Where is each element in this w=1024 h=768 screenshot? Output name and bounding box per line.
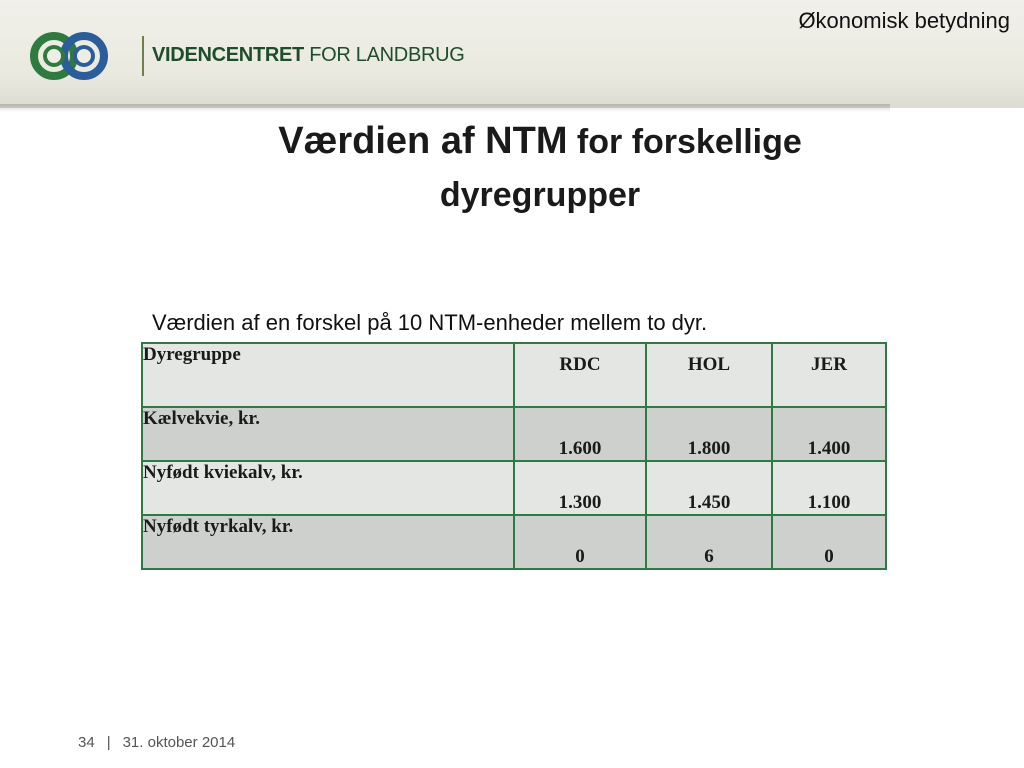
logo-rings-icon xyxy=(30,32,110,82)
row-label: Nyfødt tyrkalv, kr. xyxy=(142,515,514,569)
table-row xyxy=(142,407,886,461)
footer-separator: | xyxy=(106,734,111,751)
logo-name-bold: VIDENCENTRET xyxy=(152,44,304,66)
header-cell-rdc: RDC xyxy=(514,343,646,407)
title-part1: Værdien af NTM xyxy=(278,120,568,162)
header-shadow xyxy=(0,104,890,112)
table-header-row xyxy=(142,343,886,407)
footer xyxy=(78,734,235,751)
logo-wordmark xyxy=(152,44,465,67)
table-row xyxy=(142,515,886,569)
title-part2: for forskellige xyxy=(567,123,802,161)
cell-jer: 1.400 xyxy=(772,407,886,461)
cell-rdc: 1.600 xyxy=(514,407,646,461)
slide-title xyxy=(190,118,890,218)
header-cell-hol: HOL xyxy=(646,343,772,407)
footer-date: 31. oktober 2014 xyxy=(122,734,236,751)
section-label: Økonomisk betydning xyxy=(798,8,1010,33)
header-cell-jer: JER xyxy=(772,343,886,407)
header-cell-dyregruppe: Dyregruppe xyxy=(142,343,514,407)
value-table xyxy=(141,342,887,570)
table-caption: Værdien af en forskel på 10 NTM-enheder mellem to dyr. xyxy=(152,310,708,335)
logo-name-regular: FOR LANDBRUG xyxy=(303,44,465,66)
row-label: Nyfødt kviekalv, kr. xyxy=(142,461,514,515)
table-row xyxy=(142,461,886,515)
page-number: 34 xyxy=(78,734,95,751)
title-line2: dyregrupper xyxy=(439,176,641,214)
cell-hol: 1.800 xyxy=(646,407,772,461)
cell-jer: 0 xyxy=(772,515,886,569)
cell-rdc: 0 xyxy=(514,515,646,569)
cell-jer: 1.100 xyxy=(772,461,886,515)
logo xyxy=(30,32,465,82)
cell-hol: 1.450 xyxy=(646,461,772,515)
cell-hol: 6 xyxy=(646,515,772,569)
logo-divider xyxy=(142,36,144,76)
cell-rdc: 1.300 xyxy=(514,461,646,515)
row-label: Kælvekvie, kr. xyxy=(142,407,514,461)
